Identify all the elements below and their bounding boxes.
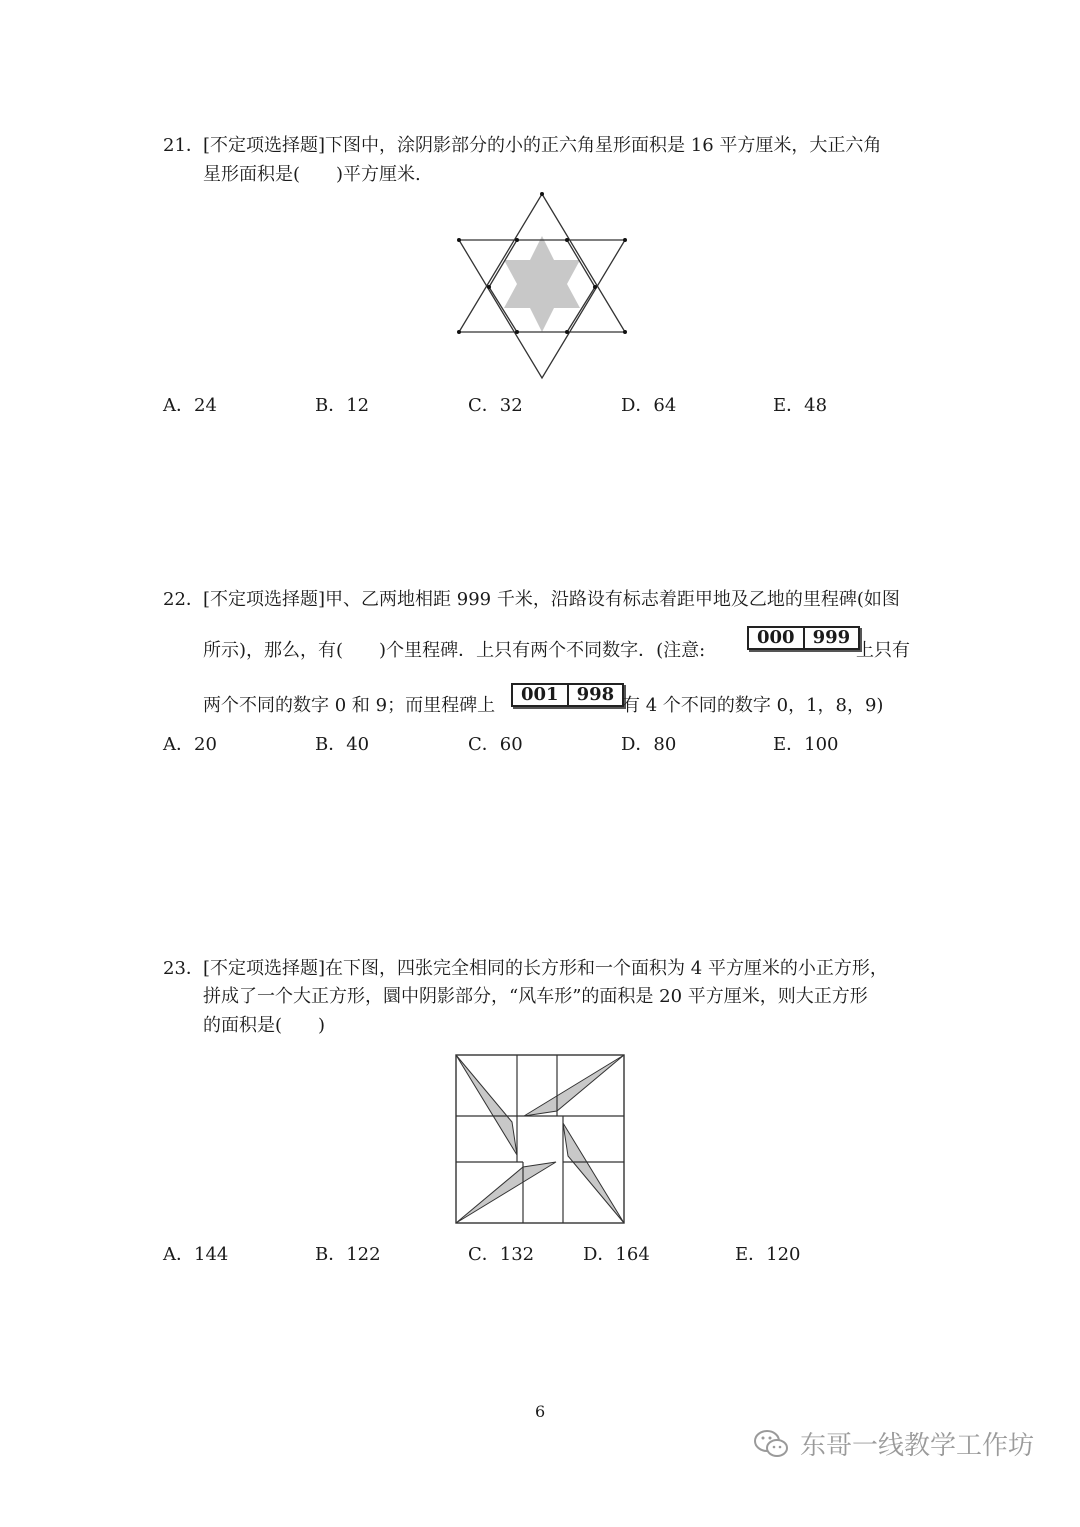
milestone-001-998: [511, 683, 624, 707]
q21-line1: [不定项选择题]下图中，涂阴影部分的小的正六角星形面积是 16 平方厘米，大正六角: [203, 135, 882, 156]
q23-option-c: C．132: [468, 1244, 535, 1265]
shaded-small-star: [504, 236, 580, 332]
q22-option-e: E．100: [773, 734, 839, 755]
q21-option-c: C．32: [468, 395, 523, 416]
q23-option-b: B．122: [315, 1244, 381, 1265]
q22-option-d: D．80: [621, 734, 677, 755]
hexagram-figure: [445, 185, 640, 390]
blade-bottom: [456, 1162, 556, 1223]
q22-option-b: B．40: [315, 734, 370, 755]
q23-line1: [不定项选择题]在下图，四张完全相同的长方形和一个面积为 4 平方厘米的小正方形，: [203, 958, 888, 979]
q21-option-b: B．12: [315, 395, 370, 416]
milestone-000-999: [747, 626, 860, 650]
milestone-right: 998: [567, 685, 623, 705]
q22-line2-pre: 所示)，那么，有( )个里程碑．上只有两个不同数字．(注意:: [203, 640, 706, 661]
milestone-right: 999: [803, 628, 859, 648]
q22-number: 22．: [163, 589, 204, 610]
q21-number: 21．: [163, 135, 204, 156]
q23-line2: 拼成了一个大正方形，圜中阴影部分，“风车形”的面积是 20 平方厘米，则大正方形: [203, 986, 868, 1007]
q21-option-a: A．24: [163, 395, 217, 416]
blade-left: [456, 1055, 517, 1155]
wechat-icon: [752, 1428, 790, 1460]
q22-line3-pre: 两个不同的数字 0 和 9；而里程碑上: [203, 695, 496, 716]
q21-option-e: E．48: [773, 395, 828, 416]
q23-option-d: D．164: [583, 1244, 650, 1265]
q22-option-c: C．60: [468, 734, 523, 755]
q23-option-e: E．120: [735, 1244, 801, 1265]
watermark-text: 东哥一线教学工作坊: [800, 1431, 1035, 1461]
outer-square: [456, 1055, 624, 1223]
blade-top: [524, 1055, 624, 1116]
q22-option-a: A．20: [163, 734, 217, 755]
q22-line2-post: 上只有: [856, 640, 910, 661]
q23-number: 23．: [163, 958, 204, 979]
milestone-left: 001: [521, 684, 559, 705]
q21-option-d: D．64: [621, 395, 677, 416]
q22-line3-post: 有 4 个不同的数字 0，1，8，9): [622, 695, 884, 716]
watermark: [752, 1425, 1034, 1462]
pinwheel-figure: [450, 1049, 630, 1229]
q21-line2: 星形面积是( )平方厘米.: [203, 164, 421, 185]
blade-right: [563, 1123, 624, 1223]
milestone-left: 000: [757, 627, 795, 648]
page-number: 6: [535, 1402, 546, 1421]
q22-line1: [不定项选择题]甲、乙两地相距 999 千米，沿路设有标志着距甲地及乙地的里程碑(如图: [203, 589, 900, 610]
q23-option-a: A．144: [163, 1244, 229, 1265]
q23-line3: 的面积是( ): [203, 1015, 326, 1036]
